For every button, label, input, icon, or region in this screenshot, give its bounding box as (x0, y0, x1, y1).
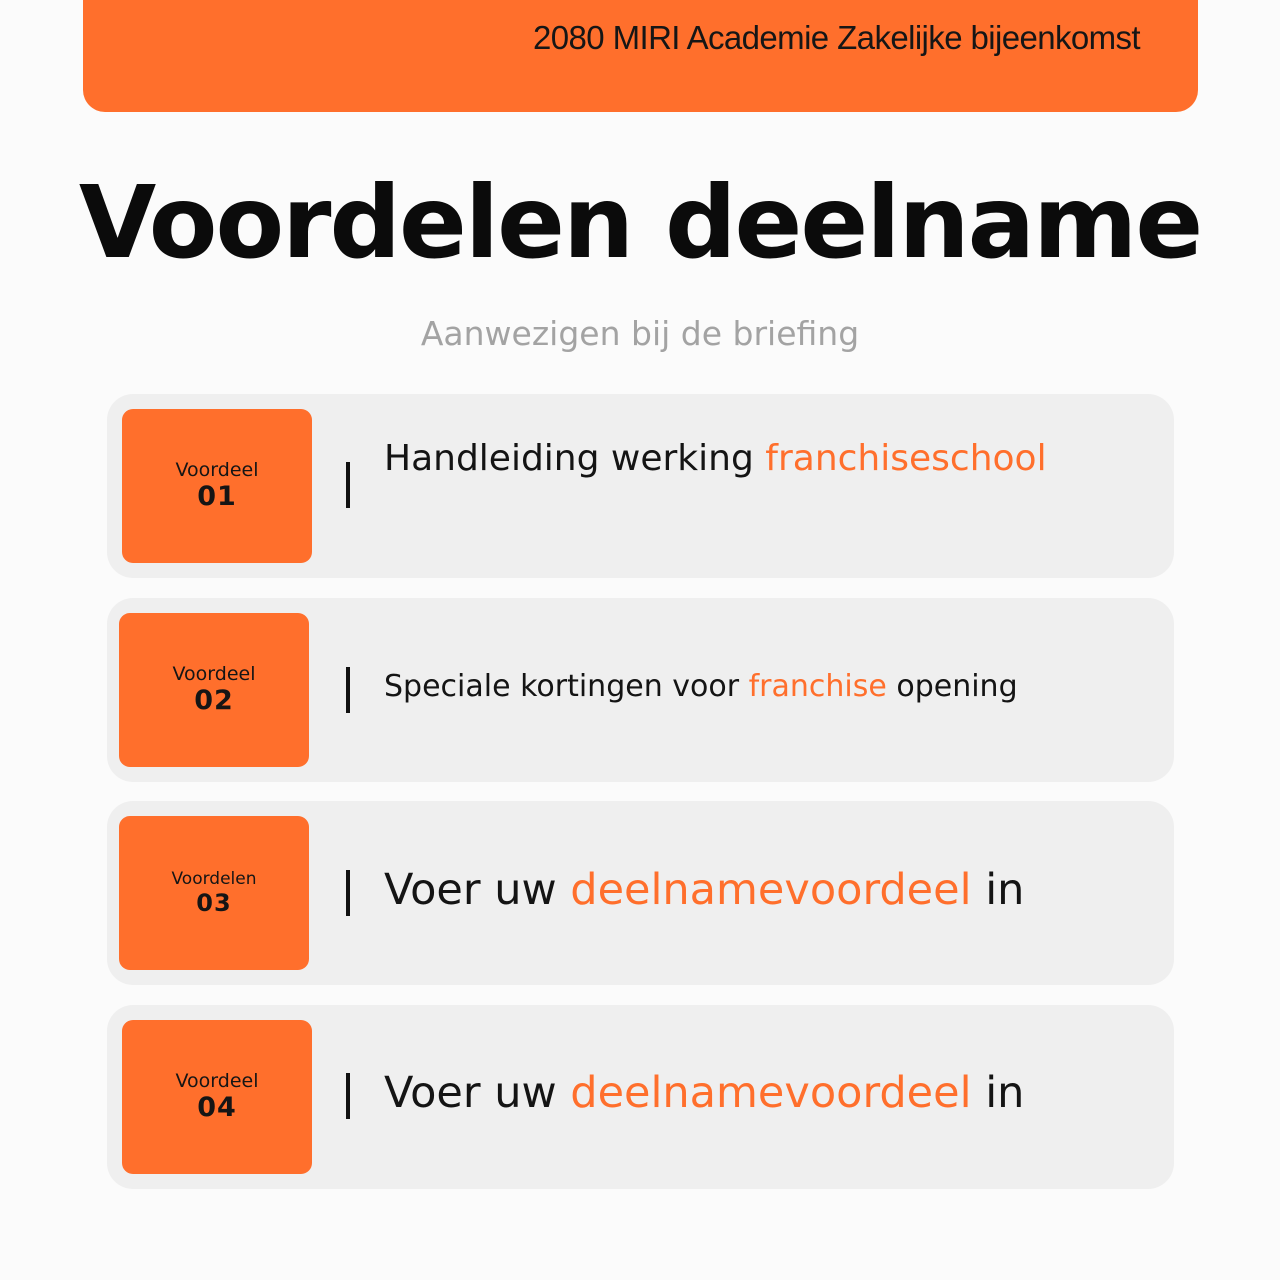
badge-label: Voordeel (175, 1070, 259, 1093)
benefit-text-highlight: franchise (748, 669, 887, 704)
benefit-badge-1 (122, 409, 312, 563)
benefit-card-2 (107, 598, 1174, 782)
divider-bar (346, 667, 350, 713)
badge-number: 03 (196, 888, 232, 917)
benefit-text (384, 865, 1024, 915)
benefit-text-highlight: deelnamevoordeel (570, 1068, 972, 1118)
divider-bar (346, 462, 350, 508)
badge-label: Voordelen (171, 869, 257, 890)
benefit-card-3 (107, 801, 1174, 985)
benefit-text (384, 669, 1018, 704)
benefit-text-highlight: deelnamevoordeel (570, 865, 972, 915)
benefit-text-part: Voer uw (384, 865, 571, 915)
benefit-text-part: Handleiding werking (384, 438, 766, 479)
benefit-text (384, 438, 1047, 479)
badge-number: 02 (194, 685, 234, 717)
top-banner (83, 0, 1198, 112)
benefit-text-part: Speciale kortingen voor (384, 669, 749, 704)
benefit-text-part: Voer uw (384, 1068, 571, 1118)
badge-number: 01 (197, 481, 237, 513)
benefit-text-highlight: franchiseschool (765, 438, 1047, 479)
banner-text: 2080 MIRI Academie Zakelijke bijeenkomst (533, 19, 1140, 56)
benefit-text (384, 1068, 1024, 1118)
benefit-badge-3 (119, 816, 309, 970)
divider-bar (346, 1073, 350, 1119)
badge-label: Voordeel (175, 459, 259, 482)
benefit-text-part: in (971, 1068, 1025, 1118)
benefit-card-4 (107, 1005, 1174, 1189)
page-title: Voordelen deelname (78, 164, 1202, 281)
benefit-text-part: in (971, 865, 1025, 915)
benefit-card-1 (107, 394, 1174, 578)
badge-number: 04 (197, 1092, 237, 1124)
badge-label: Voordeel (172, 663, 256, 686)
divider-bar (346, 870, 350, 916)
benefit-badge-4 (122, 1020, 312, 1174)
benefit-text-part: opening (886, 669, 1018, 704)
page-subtitle: Aanwezigen bij de briefing (420, 314, 860, 353)
benefit-badge-2 (119, 613, 309, 767)
